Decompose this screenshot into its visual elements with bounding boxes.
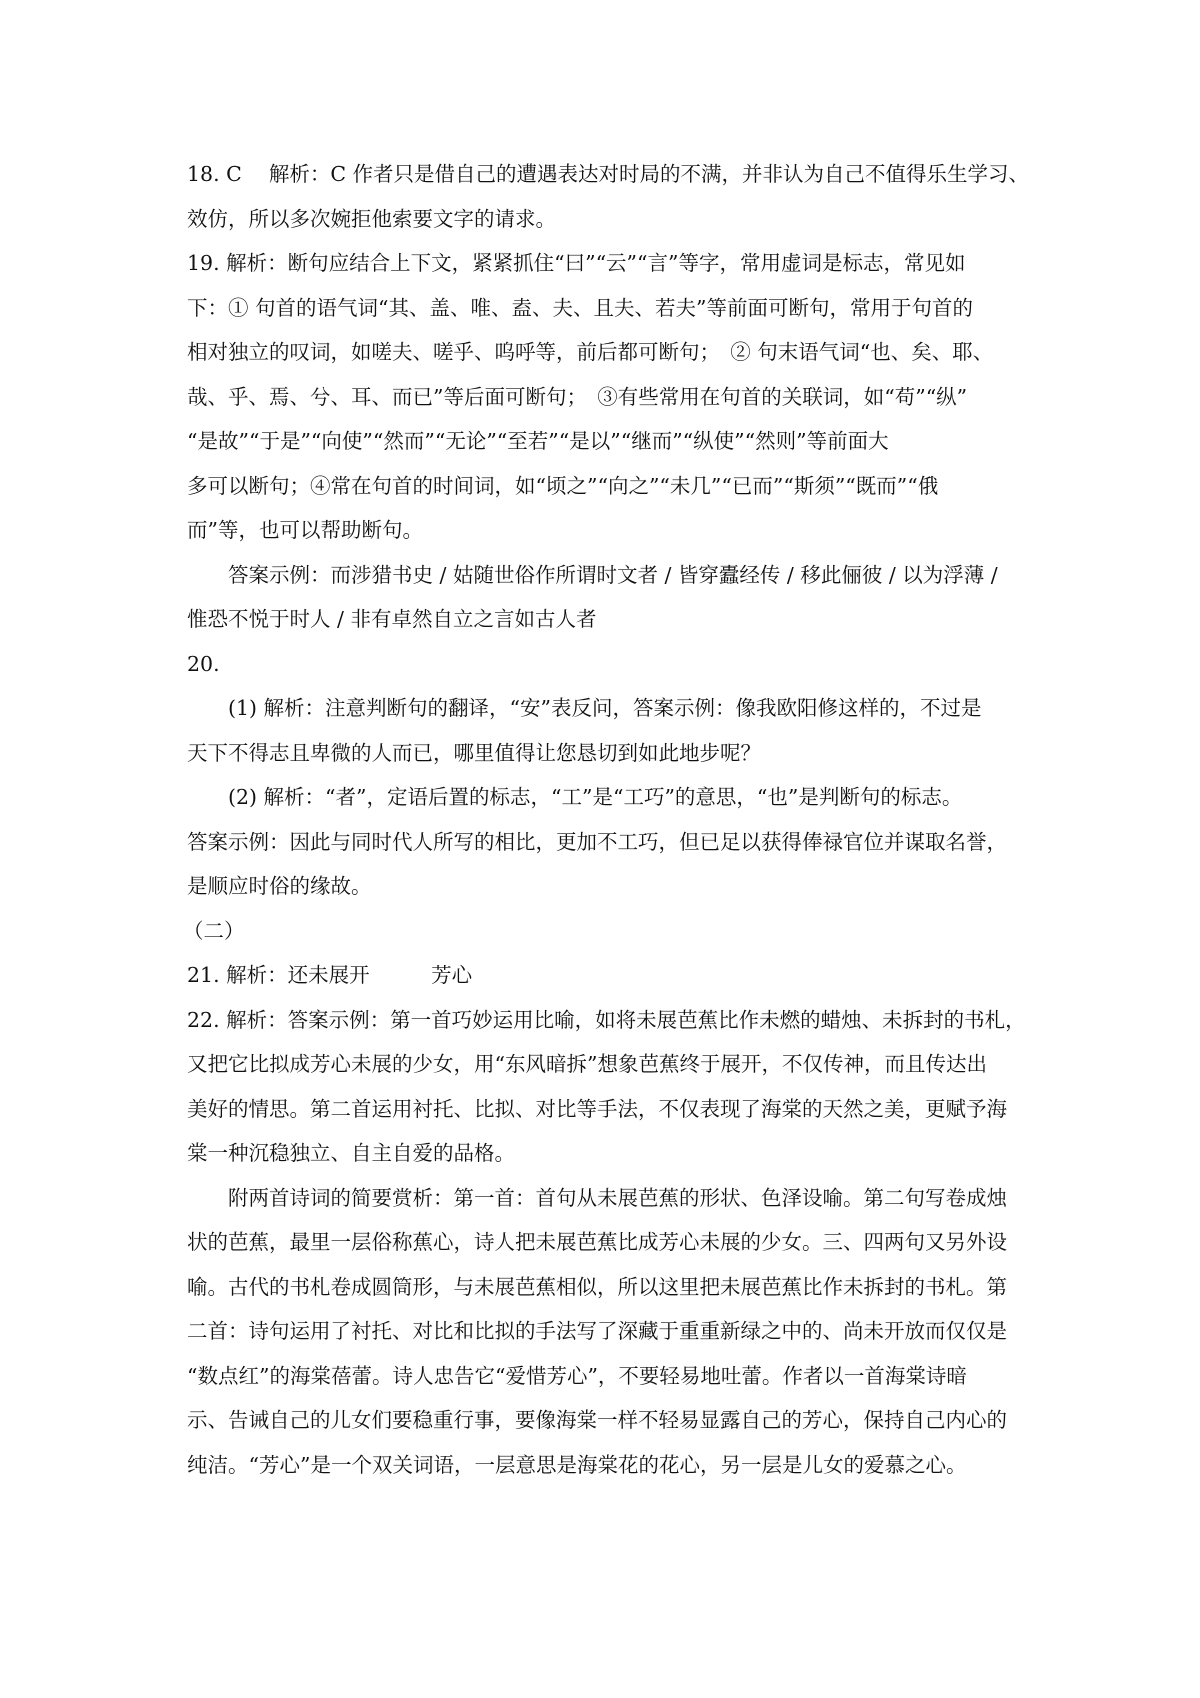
appendix-line-4: 二首：诗句运用了衬托、对比和比拟的手法写了深藏于重重新绿之中的、尚未开放而仅仅是 — [187, 1319, 1007, 1343]
q19-line-5: “是故”“于是”“向使”“然而”“无论”“至若”“是以”“继而”“纵使”“然则”等前面大 — [187, 429, 889, 453]
q20-part1-line-2: 天下不得志且卑微的人而已，哪里值得让您恳切到如此地步呢？ — [187, 740, 761, 765]
q20-part1-line-1: (1) 解析：注意判断句的翻译，“安”表反问，答案示例：像我欧阳修这样的，不过是 — [228, 696, 982, 720]
q19-line-3: 相对独立的叹词，如嗟夫、嗟乎、呜呼等，前后都可断句； ② 句末语气词“也、矣、耶、 — [187, 340, 994, 364]
q19-line-7: 而”等，也可以帮助断句。 — [187, 518, 423, 542]
q22-line-3: 美好的情思。第二首运用衬托、比拟、对比等手法，不仅表现了海棠的天然之美，更赋予海 — [187, 1096, 1007, 1121]
q22-line-4: 棠一种沉稳独立、自主自爱的品格。 — [187, 1141, 515, 1165]
q21-line: 21. 解析：还未展开 芳心 — [187, 963, 473, 987]
q18-line-2: 效仿，所以多次婉拒他索要文字的请求。 — [187, 206, 556, 231]
appendix-line-3: 喻。古代的书札卷成圆筒形，与未展芭蕉相似，所以这里把未展芭蕉比作未拆封的书札。第 — [187, 1274, 1007, 1299]
q20-part2-line-3: 是顺应时俗的缘故。 — [187, 874, 372, 898]
q19-answer-line-1: 答案示例：而涉猎书史 / 姑随世俗作所谓时文者 / 皆穿蠹经传 / 移此俪彼 / 以为浮薄 / — [228, 562, 998, 587]
q19-line-6: 多可以断句；④常在句首的时间词，如“顷之”“向之”“未几”“已而”“斯须”“既而”“俄 — [187, 473, 939, 498]
appendix-line-7: 纯洁。“芳心”是一个双关词语，一层意思是海棠花的花心，另一层是儿女的爱慕之心。 — [187, 1452, 967, 1477]
q19-line-1: 19. 解析：断句应结合上下文，紧紧抓住“曰”“云”“言”等字，常用虚词是标志，常见如 — [187, 251, 966, 275]
section-heading-2: （二） — [183, 918, 245, 943]
appendix-line-2: 状的芭蕉，最里一层俗称蕉心，诗人把未展芭蕉比成芳心未展的少女。三、四两句又另外设 — [187, 1230, 1007, 1254]
appendix-line-6: 示、告诫自己的儿女们要稳重行事，要像海棠一样不轻易显露自己的芳心，保持自己内心的 — [187, 1408, 1007, 1432]
q19-line-2: 下：① 句首的语气词“其、盖、唯、盍、夫、且夫、若夫”等前面可断句，常用于句首的 — [187, 295, 973, 320]
q22-line-1: 22. 解析：答案示例：第一首巧妙运用比喻，如将未展芭蕉比作未燃的蜡烛、未拆封的书札， — [187, 1007, 1026, 1032]
q19-answer-line-2: 惟恐不悦于时人 / 非有卓然自立之言如古人者 — [187, 607, 597, 631]
q20-part2-line-1: (2) 解析：“者”，定语后置的标志，“工”是“工巧”的意思，“也”是判断句的标志。 — [228, 785, 963, 809]
appendix-line-5: “数点红”的海棠蓓蕾。诗人忠告它“爱惜芳心”，不要轻易地吐蕾。作者以一首海棠诗暗 — [187, 1363, 967, 1388]
q20-number: 20. — [187, 651, 220, 676]
appendix-line-1: 附两首诗词的简要赏析：第一首：首句从未展芭蕉的形状、色泽设喻。第二句写卷成烛 — [228, 1185, 1007, 1210]
q20-part2-line-2: 答案示例：因此与同时代人所写的相比，更加不工巧，但已足以获得俸禄官位并谋取名誉， — [187, 829, 1007, 854]
q22-line-2: 又把它比拟成芳心未展的少女，用“东风暗拆”想象芭蕉终于展开，不仅传神，而且传达出 — [187, 1052, 987, 1076]
q19-line-4: 哉、乎、焉、兮、耳、而已”等后面可断句； ③有些常用在句首的关联词，如“苟”“纵” — [187, 384, 968, 409]
document-page — [183, 152, 1030, 1487]
q18-line-1: 18. C 解析：C 作者只是借自己的遭遇表达对时局的不满，并非认为自己不值得乐生学习、 — [187, 162, 1030, 186]
